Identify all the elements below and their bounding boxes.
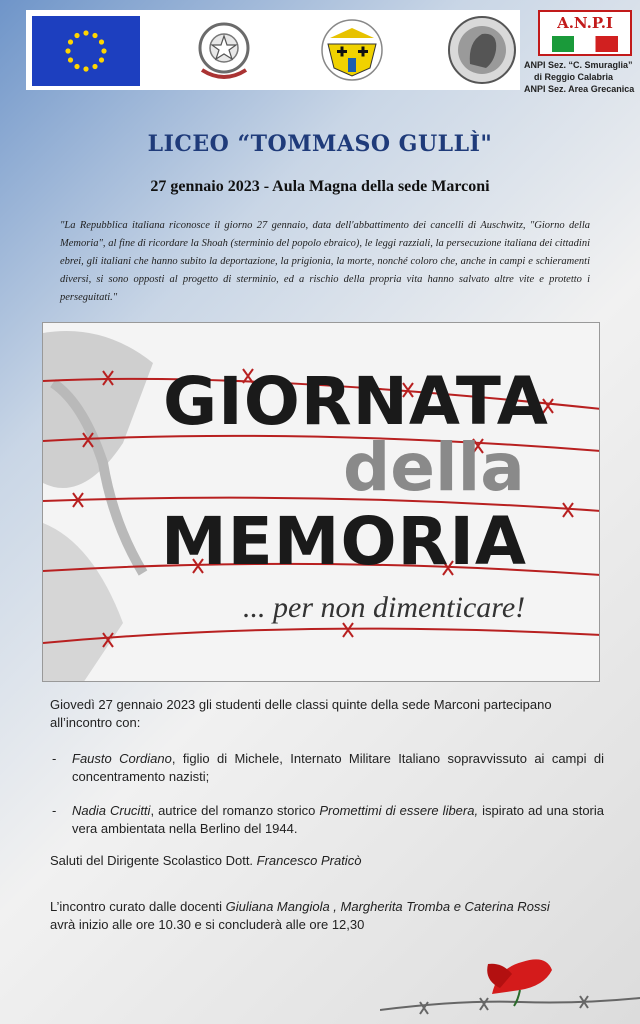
liceo-gulli-seal-icon (446, 12, 518, 93)
curated-label: L’incontro curato dalle docenti (50, 899, 226, 914)
page-title: LICEO “TOMMASO GULLÌ" (147, 131, 493, 157)
barbed-wire-flower-icon (380, 940, 640, 1024)
intro-paragraph: Giovedì 27 gennaio 2023 gli studenti delle classi quinte della sede Marconi partecipano all’incontro con: (50, 697, 552, 730)
guest-item-2 (52, 802, 604, 842)
logo-strip (26, 10, 520, 90)
eu-flag-icon (32, 16, 140, 86)
event-date-place: 27 gennaio 2023 - Aula Magna della sede Marconi (150, 178, 490, 195)
memory-day-banner (42, 322, 600, 682)
book-description: ispirato ad una storia vera ambientata nella Berlino del 1944. (72, 803, 605, 836)
guest-description: , autrice del romanzo storico (150, 803, 320, 818)
calabria-region-emblem-icon (320, 14, 384, 91)
greetings-label: Saluti del Dirigente Scolastico Dott. (50, 853, 257, 868)
book-title: Promettimi di essere libera, (319, 803, 479, 818)
teachers-names: Giuliana Mangiola , Margherita Tromba e Caterina Rossi (225, 899, 550, 914)
principal-name: Francesco Praticò (256, 853, 362, 868)
guest-item-1 (52, 750, 604, 790)
greetings-line (50, 852, 610, 870)
list-dash: - (52, 803, 57, 818)
banner-line-giornata: GIORNATA (163, 363, 549, 440)
anpi-line-1: ANPI Sez. “C. Smuraglia” (524, 60, 633, 70)
anpi-line-2: di Reggio Calabria (534, 72, 614, 82)
anpi-line-3: ANPI Sez. Area Grecanica (524, 84, 635, 94)
italian-republic-emblem-icon (192, 14, 256, 91)
anpi-logo: A.N.P.I (538, 10, 632, 56)
curated-line (50, 898, 610, 916)
banner-line-della: della (343, 429, 525, 506)
guest-description: , figlio di Michele, Internato Militare Italiano sopravvissuto ai campi di concentramento nazisti; (72, 751, 604, 784)
law-quote: "La Repubblica italiana riconosce il giorno 27 gennaio, data dell'abbattimento dei cancelli di Auschwitz, "Giorno della Memoria", al fine di ricordare la Shoah (sterminio del popolo ebraico), le leggi razziali, la persecuzione italiana dei cittadini ebrei, gli italiani che hanno subito la deportazione, la prigionia, la morte, nonché coloro che, anche in campi e schieramenti diversi, si sono opposti al progetto di sterminio, ed a rischio della propria vita hanno salvato altre vite e protetto i perseguitati." (60, 220, 590, 303)
guest-name: Nadia Crucitti (72, 803, 151, 818)
banner-slogan: ... per non dimenticare! (243, 591, 526, 624)
schedule-line: avrà inizio alle ore 10.30 e si concluderà alle ore 12,30 (50, 917, 365, 932)
banner-line-memoria: MEMORIA (161, 503, 528, 580)
list-dash: - (52, 751, 57, 766)
guest-name: Fausto Cordiano (72, 751, 172, 766)
